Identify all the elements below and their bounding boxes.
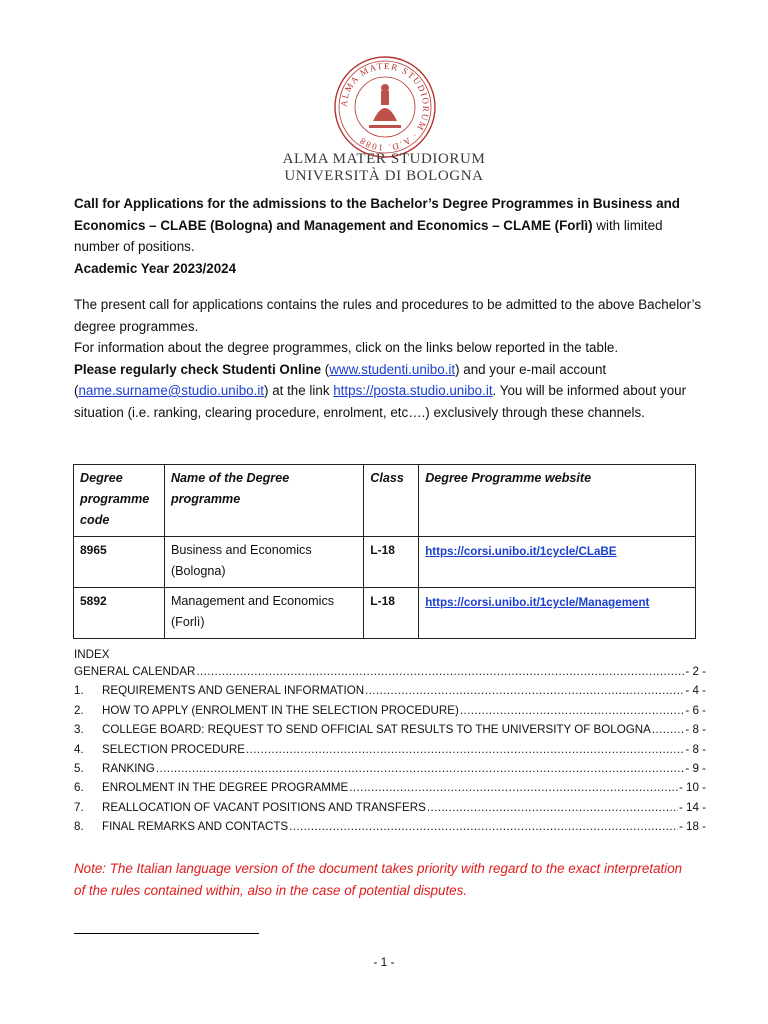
- footnote-separator: [74, 933, 259, 934]
- degree-class: L-18: [364, 588, 419, 639]
- toc-entry[interactable]: [74, 781, 706, 800]
- toc-number: 7.: [74, 800, 84, 814]
- table-header-row: [74, 465, 696, 537]
- toc-leader-dots: [349, 781, 678, 794]
- degree-website-link[interactable]: https://corsi.unibo.it/1cycle/CLaBE: [425, 545, 617, 558]
- toc-page: - 8 -: [685, 742, 706, 756]
- header-degree-name: Name of the Degree programme: [164, 465, 363, 537]
- toc-entry[interactable]: [74, 801, 706, 820]
- text-fragment: ) at the link: [264, 383, 334, 398]
- university-name: [230, 151, 538, 184]
- academic-year: Academic Year 2023/2024: [74, 260, 237, 276]
- toc-page: - 8 -: [685, 723, 706, 737]
- text-fragment: (: [321, 361, 330, 377]
- toc-leader-dots: [196, 665, 684, 678]
- toc-leader-dots: [652, 723, 684, 736]
- toc-number: 1.: [74, 684, 84, 698]
- degree-name: Business and Economics (Bologna): [164, 537, 363, 588]
- toc-entry[interactable]: [74, 743, 706, 762]
- toc-page: - 4 -: [685, 684, 706, 698]
- toc-page: - 9 -: [685, 761, 706, 775]
- toc-entry[interactable]: [74, 665, 706, 684]
- toc-leader-dots: [460, 704, 684, 717]
- toc-number: 3.: [74, 723, 84, 737]
- toc-page: - 2 -: [685, 665, 706, 678]
- table-of-contents: [74, 645, 706, 840]
- studenti-online-link[interactable]: www.studenti.unibo.it: [329, 361, 456, 377]
- toc-label: FINAL REMARKS AND CONTACTS: [102, 820, 289, 834]
- toc-page: - 14 -: [678, 800, 706, 814]
- degree-code: 5892: [74, 588, 165, 639]
- toc-entry[interactable]: [74, 762, 706, 781]
- text-fragment: ) and your e-mail account (: [74, 361, 607, 398]
- page-number: - 1 -: [373, 955, 395, 969]
- intro-paragraph-1: The present call for applications contains the rules and procedures to be admitted to the above Bachelor’s degree programmes.: [74, 297, 702, 334]
- degree-website-cell: [419, 588, 696, 639]
- degree-code: 8965: [74, 537, 165, 588]
- university-name-line2: UNIVERSITÀ DI BOLOGNA: [284, 168, 484, 184]
- toc-label: GENERAL CALENDAR: [74, 665, 196, 678]
- table-row: [74, 537, 696, 588]
- title-bold: Call for Applications for the admissions to the Bachelor’s Degree Programmes in Business and Economics – CLABE (Bologna) and Management and Economics – CLAME (Forlì): [74, 196, 680, 233]
- degree-website-cell: [419, 537, 696, 588]
- degree-name: Management and Economics (Forlì): [164, 588, 363, 639]
- toc-number: 6.: [74, 781, 84, 795]
- check-studenti-online: Please regularly check Studenti Online: [74, 361, 322, 377]
- toc-label: COLLEGE BOARD: REQUEST TO SEND OFFICIAL SAT RESULTS TO THE UNIVERSITY OF BOLOGNA: [102, 723, 651, 737]
- posta-studio-link[interactable]: https://posta.studio.unibo.it: [333, 383, 493, 398]
- toc-entry[interactable]: [74, 820, 706, 839]
- university-name-line1: ALMA MATER STUDIORUM: [282, 151, 486, 167]
- toc-label: REQUIREMENTS AND GENERAL INFORMATION: [102, 684, 365, 698]
- degree-class: L-18: [364, 537, 419, 588]
- email-account-link[interactable]: name.surname@studio.unibo.it: [78, 383, 265, 398]
- intro-paragraph-2: For information about the degree programmes, click on the links below reported in the table.: [74, 340, 619, 355]
- toc-leader-dots: [365, 684, 684, 697]
- toc-number: 8.: [74, 820, 84, 834]
- title-rest: with limited number of positions.: [74, 217, 663, 254]
- toc-label: HOW TO APPLY (ENROLMENT IN THE SELECTION PROCEDURE): [102, 703, 459, 717]
- toc-leader-dots: [156, 762, 685, 775]
- degree-website-link[interactable]: https://corsi.unibo.it/1cycle/Management: [425, 596, 650, 609]
- university-seal-logo: [333, 55, 437, 159]
- table-row: [74, 588, 696, 639]
- toc-label: ENROLMENT IN THE DEGREE PROGRAMME: [102, 781, 349, 795]
- toc-leader-dots: [289, 820, 678, 833]
- toc-number: 4.: [74, 742, 84, 756]
- toc-number: 5.: [74, 761, 84, 775]
- toc-entry[interactable]: [74, 723, 706, 742]
- language-priority-note: Note: The Italian language version of the document takes priority with regard to the exact interpretation of the rules contained within, also in the case of potential disputes.: [74, 861, 683, 898]
- header-degree-code: Degree programme code: [74, 465, 165, 537]
- header-class: Class: [364, 465, 419, 537]
- toc-page: - 6 -: [685, 703, 706, 717]
- document-title: [74, 193, 694, 279]
- toc-number: 2.: [74, 703, 84, 717]
- toc-page: - 18 -: [678, 820, 706, 834]
- degree-programmes-table: [73, 464, 696, 639]
- toc-entry[interactable]: [74, 684, 706, 703]
- seal-text: ALMA MATER STUDIORUM · A.D. 1088: [338, 60, 432, 154]
- text-fragment: . You will be informed about your situation (i.e. ranking, clearing procedure, enrolment, etc….) exclusively through these channels.: [74, 383, 687, 420]
- toc-label: SELECTION PROCEDURE: [102, 742, 246, 756]
- header-website: Degree Programme website: [419, 465, 696, 537]
- toc-leader-dots: [246, 743, 684, 756]
- intro-section: [74, 294, 702, 423]
- toc-leader-dots: [427, 801, 678, 814]
- toc-page: - 10 -: [678, 781, 706, 795]
- index-heading: INDEX: [74, 648, 110, 661]
- toc-entry[interactable]: [74, 704, 706, 723]
- toc-label: RANKING: [102, 761, 155, 775]
- intro-paragraph-3: [74, 359, 702, 424]
- toc-label: REALLOCATION OF VACANT POSITIONS AND TRANSFERS: [102, 800, 426, 814]
